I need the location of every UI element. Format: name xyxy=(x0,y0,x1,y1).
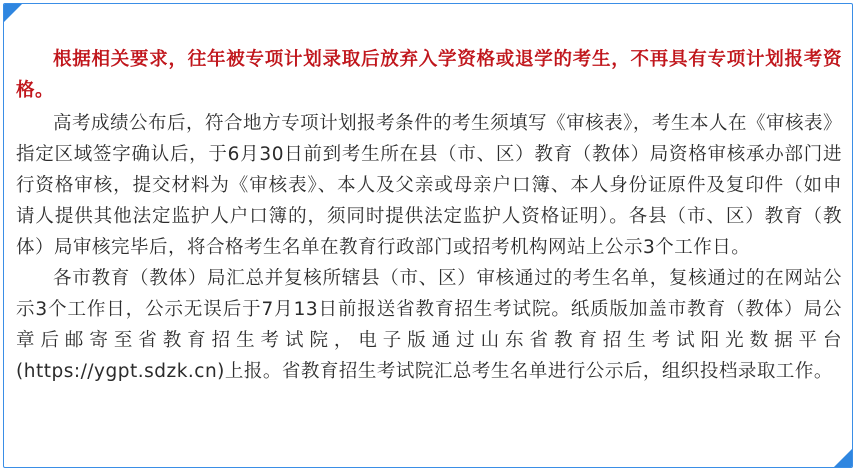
notice-card xyxy=(3,3,853,468)
corner-decoration-top-left xyxy=(4,4,22,22)
city-review-paragraph: 各市教育（教体）局汇总并复核所辖县（市、区）审核通过的考生名单，复核通过的在网站公示3个工作日，公示无误后于7月13日前报送省教育招生考试院。纸质版加盖市教育（教体）局公章后邮寄至省教育招生考试院，电子版通过山东省教育招生考试阳光数据平台(https://ygpt.sdzk.cn)上报。省教育招生考试院汇总考生名单进行公示后，组织投档录取工作。 xyxy=(16,268,842,382)
notice-content xyxy=(16,44,842,387)
review-procedure-paragraph: 高考成绩公布后，符合地方专项计划报考条件的考生须填写《审核表》，考生本人在《审核表》指定区域签字确认后，于6月30日前到考生所在县（市、区）教育（教体）局资格审核承办部门进行资格审核，提交材料为《审核表》、本人及父亲或母亲户口簿、本人身份证原件及复印件（如申请人提供其他法定监护人户口簿的，须同时提供法定监护人资格证明）。各县（市、区）教育（教体）局审核完毕后，将合格考生名单在教育行政部门或招考机构网站上公示3个工作日。 xyxy=(16,113,842,258)
eligibility-warning-paragraph: 根据相关要求，往年被专项计划录取后放弃入学资格或退学的考生，不再具有专项计划报考资格。 xyxy=(16,49,842,101)
corner-decoration-bottom-right xyxy=(834,449,852,467)
